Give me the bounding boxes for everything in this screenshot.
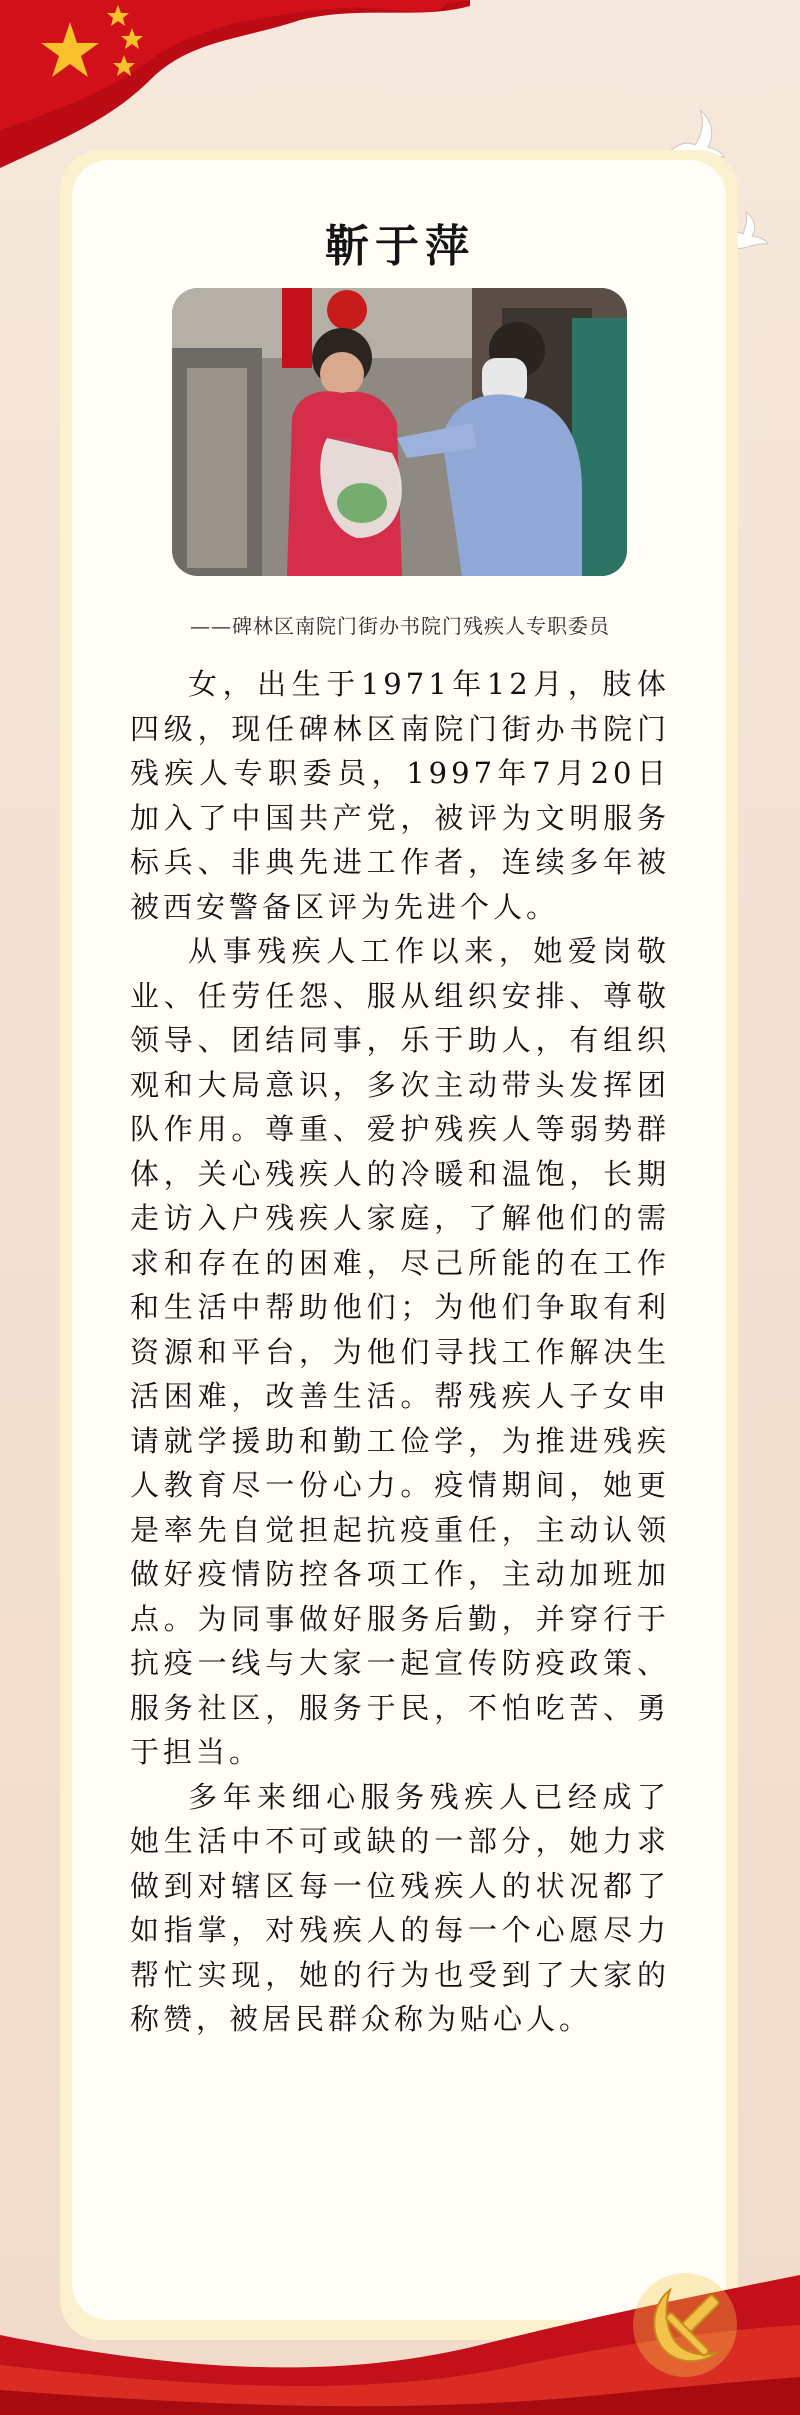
person-title-caption: ——碑林区南院门街办书院门残疾人专职委员 xyxy=(190,614,610,638)
profile-photo xyxy=(172,288,627,576)
bio-paragraph: 多年来细心服务残疾人已经成了她生活中不可或缺的一部分，她力求做到对辖区每一位残疾人的状况都了如指掌，对残疾人的每一个心愿尽力帮忙实现，她的行为也受到了大家的称赞，被居民群众称为贴心人。 xyxy=(130,1779,670,2036)
bio-paragraph: 从事残疾人工作以来，她爱岗敬业、任劳任怨、服从组织安排、尊敬领导、团结同事，乐于助人，有组织观和大局意识，多次主动带头发挥团队作用。尊重、爱护残疾人等弱势群体，关心残疾人的冷暖和温饱，长期走访入户残疾人家庭，了解他们的需求和存在的困难，尽己所能的在工作和生活中帮助他们；为他们争取有利资源和平台，为他们寻找工作解决生活困难，改善生活。帮残疾人子女申请就学援助和勤工俭学，为推进残疾人教育尽一份心力。疫情期间，她更是率先自觉担起抗疫重任，主动认领做好疫情防控各项工作，主动加班加点。为同事做好服务后勤，并穿行于抗疫一线与大家一起宣传防疫政策、服务社区，服务于民，不怕吃苦、勇于担当。 xyxy=(130,934,670,1769)
bio-paragraph: 女，出生于1971年12月，肢体四级，现任碑林区南院门街办书院门残疾人专职委员，1997年7月20日加入了中国共产党，被评为文明服务标兵、非典先进工作者，连续多年被被西安警备区评为先进个人。 xyxy=(130,667,670,924)
party-emblem-icon xyxy=(630,2270,740,2380)
biography-text xyxy=(130,662,670,2042)
flag-ribbon-icon xyxy=(330,0,450,20)
person-name: 靳于萍 xyxy=(325,221,475,272)
chinese-flag-icon xyxy=(0,0,470,175)
